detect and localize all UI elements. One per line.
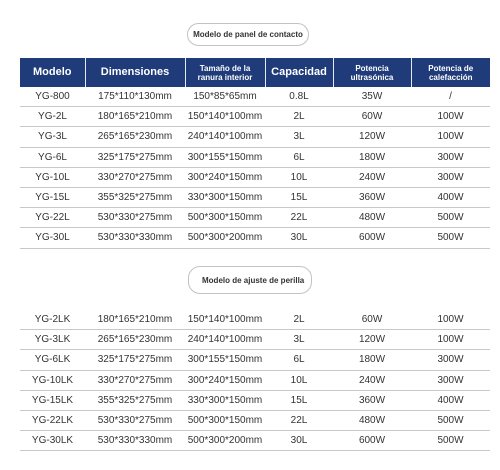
cell-tamano-ranura: 300*240*150mm <box>185 370 265 390</box>
table-row <box>20 330 490 350</box>
cell-dimensiones: 325*175*275mm <box>85 350 185 370</box>
cell-modelo: YG-22LK <box>20 410 85 430</box>
cell-capacidad: 30L <box>265 228 333 248</box>
cell-dimensiones: 180*165*210mm <box>85 310 185 330</box>
cell-dimensiones: 530*330*330mm <box>85 431 185 451</box>
cell-capacidad: 3L <box>265 330 333 350</box>
cell-potencia-calefaccion: 100W <box>411 310 490 330</box>
cell-potencia-calefaccion: 300W <box>411 370 490 390</box>
cell-dimensiones: 530*330*275mm <box>85 410 185 430</box>
header-modelo: Modelo <box>20 58 85 87</box>
cell-modelo: YG-2LK <box>20 310 85 330</box>
cell-potencia-ultrasonica: 360W <box>333 187 411 207</box>
cell-dimensiones: 180*165*210mm <box>85 107 185 127</box>
cell-potencia-calefaccion: 400W <box>411 390 490 410</box>
cell-tamano-ranura: 300*240*150mm <box>185 167 265 187</box>
cell-modelo: YG-10L <box>20 167 85 187</box>
cell-tamano-ranura: 150*140*100mm <box>185 310 265 330</box>
table-row <box>20 228 490 248</box>
cell-capacidad: 22L <box>265 410 333 430</box>
table-row <box>20 147 490 167</box>
table-row <box>20 187 490 207</box>
cell-capacidad: 15L <box>265 390 333 410</box>
table-row <box>20 410 490 430</box>
cell-potencia-ultrasonica: 180W <box>333 350 411 370</box>
cell-capacidad: 15L <box>265 187 333 207</box>
cell-tamano-ranura: 500*300*150mm <box>185 208 265 228</box>
cell-potencia-ultrasonica: 60W <box>333 310 411 330</box>
cell-modelo: YG-3LK <box>20 330 85 350</box>
table-row <box>20 370 490 390</box>
cell-modelo: YG-30L <box>20 228 85 248</box>
cell-potencia-ultrasonica: 240W <box>333 370 411 390</box>
cell-tamano-ranura: 500*300*200mm <box>185 431 265 451</box>
cell-capacidad: 0.8L <box>265 87 333 107</box>
cell-potencia-calefaccion: 500W <box>411 410 490 430</box>
cell-potencia-calefaccion: 400W <box>411 187 490 207</box>
cell-potencia-calefaccion: 300W <box>411 350 490 370</box>
cell-potencia-ultrasonica: 600W <box>333 228 411 248</box>
cell-tamano-ranura: 300*155*150mm <box>185 147 265 167</box>
cell-dimensiones: 530*330*330mm <box>85 228 185 248</box>
cell-potencia-calefaccion: 500W <box>411 228 490 248</box>
panel-model-table-body <box>20 87 490 248</box>
cell-capacidad: 2L <box>265 107 333 127</box>
cell-potencia-ultrasonica: 480W <box>333 410 411 430</box>
table-row <box>20 390 490 410</box>
cell-modelo: YG-15L <box>20 187 85 207</box>
header-tamano-ranura: Tamaño de la ranura interior <box>185 58 265 87</box>
cell-dimensiones: 175*110*130mm <box>85 87 185 107</box>
cell-potencia-ultrasonica: 360W <box>333 390 411 410</box>
cell-potencia-calefaccion: 100W <box>411 107 490 127</box>
knob-model-label: Modelo de ajuste de perilla <box>188 266 312 294</box>
header-dimensiones: Dimensiones <box>85 58 185 87</box>
cell-capacidad: 22L <box>265 208 333 228</box>
cell-modelo: YG-30LK <box>20 431 85 451</box>
table-row <box>20 350 490 370</box>
cell-modelo: YG-15LK <box>20 390 85 410</box>
table-row <box>20 431 490 451</box>
cell-tamano-ranura: 500*300*150mm <box>185 410 265 430</box>
cell-modelo: YG-6L <box>20 147 85 167</box>
cell-dimensiones: 355*325*275mm <box>85 390 185 410</box>
cell-potencia-ultrasonica: 240W <box>333 167 411 187</box>
cell-capacidad: 10L <box>265 167 333 187</box>
cell-modelo: YG-800 <box>20 87 85 107</box>
cell-potencia-ultrasonica: 600W <box>333 431 411 451</box>
table-row <box>20 310 490 330</box>
cell-potencia-ultrasonica: 35W <box>333 87 411 107</box>
header-potencia-ultrasonica: Potencia ultrasónica <box>333 58 411 87</box>
cell-capacidad: 10L <box>265 370 333 390</box>
cell-potencia-ultrasonica: 480W <box>333 208 411 228</box>
cell-dimensiones: 265*165*230mm <box>85 330 185 350</box>
cell-potencia-ultrasonica: 120W <box>333 330 411 350</box>
cell-dimensiones: 530*330*275mm <box>85 208 185 228</box>
cell-tamano-ranura: 150*85*65mm <box>185 87 265 107</box>
cell-dimensiones: 355*325*275mm <box>85 187 185 207</box>
table-header-row <box>20 58 490 87</box>
cell-potencia-ultrasonica: 120W <box>333 127 411 147</box>
cell-potencia-calefaccion: 300W <box>411 167 490 187</box>
panel-model-table <box>20 58 490 249</box>
cell-tamano-ranura: 500*300*200mm <box>185 228 265 248</box>
cell-tamano-ranura: 240*140*100mm <box>185 330 265 350</box>
table-row <box>20 107 490 127</box>
cell-modelo: YG-6LK <box>20 350 85 370</box>
cell-modelo: YG-2L <box>20 107 85 127</box>
table-row <box>20 87 490 107</box>
cell-dimensiones: 330*270*275mm <box>85 167 185 187</box>
panel-model-label: Modelo de panel de contacto <box>187 23 309 46</box>
cell-potencia-calefaccion: / <box>411 87 490 107</box>
cell-potencia-calefaccion: 100W <box>411 127 490 147</box>
cell-modelo: YG-10LK <box>20 370 85 390</box>
cell-modelo: YG-3L <box>20 127 85 147</box>
cell-capacidad: 6L <box>265 350 333 370</box>
cell-dimensiones: 265*165*230mm <box>85 127 185 147</box>
cell-potencia-ultrasonica: 180W <box>333 147 411 167</box>
cell-tamano-ranura: 330*300*150mm <box>185 187 265 207</box>
cell-capacidad: 2L <box>265 310 333 330</box>
cell-dimensiones: 325*175*275mm <box>85 147 185 167</box>
knob-model-table-body <box>20 310 490 451</box>
cell-tamano-ranura: 240*140*100mm <box>185 127 265 147</box>
cell-potencia-calefaccion: 500W <box>411 431 490 451</box>
table-row <box>20 167 490 187</box>
cell-tamano-ranura: 150*140*100mm <box>185 107 265 127</box>
header-capacidad: Capacidad <box>265 58 333 87</box>
header-potencia-calefaccion: Potencia de calefacción <box>411 58 490 87</box>
table-row <box>20 208 490 228</box>
table-row <box>20 127 490 147</box>
cell-capacidad: 3L <box>265 127 333 147</box>
cell-potencia-calefaccion: 100W <box>411 330 490 350</box>
cell-capacidad: 6L <box>265 147 333 167</box>
cell-potencia-ultrasonica: 60W <box>333 107 411 127</box>
knob-model-table <box>20 310 490 451</box>
cell-capacidad: 30L <box>265 431 333 451</box>
cell-potencia-calefaccion: 300W <box>411 147 490 167</box>
cell-tamano-ranura: 300*155*150mm <box>185 350 265 370</box>
cell-modelo: YG-22L <box>20 208 85 228</box>
cell-potencia-calefaccion: 500W <box>411 208 490 228</box>
cell-dimensiones: 330*270*275mm <box>85 370 185 390</box>
cell-tamano-ranura: 330*300*150mm <box>185 390 265 410</box>
